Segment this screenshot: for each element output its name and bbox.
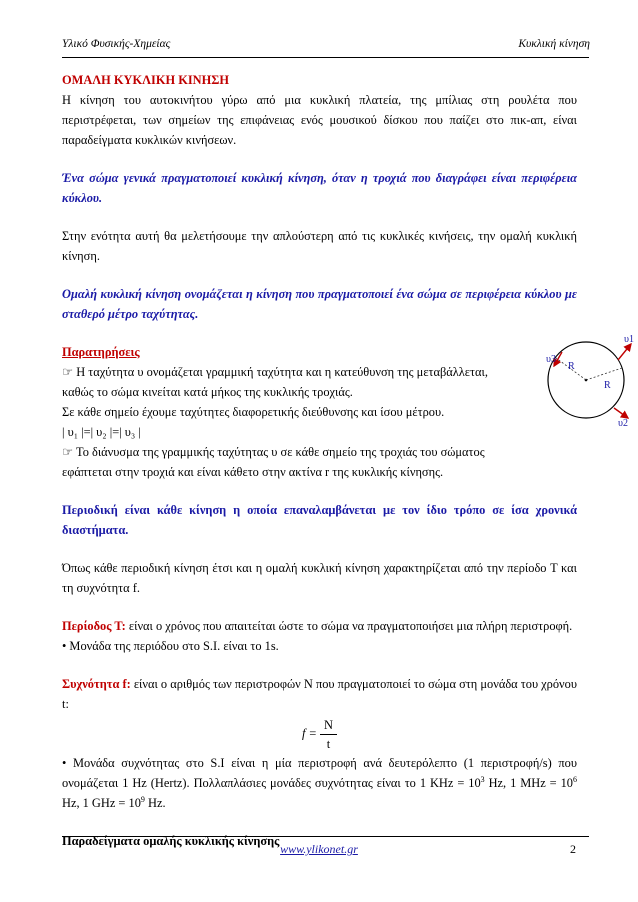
observation-1: ☞ Η ταχύτητα υ ονομάζεται γραμμική ταχύτητα και η κατεύθυνση της μεταβάλλεται, — [62, 365, 488, 379]
period-unit: • Μονάδα της περιόδου στο S.I. είναι το 1s. — [62, 639, 279, 653]
frequency-formula: f = $\frac{N}{t}$ — [62, 716, 577, 753]
period-definition: Περίοδος Τ: είναι ο χρόνος που απαιτείται ώστε το σώμα να πραγματοποιήσει μια πλήρη περιστροφή. — [62, 619, 573, 633]
period-label: Περίοδος Τ: — [62, 619, 126, 633]
footer-link[interactable]: www.ylikonet.gr — [280, 842, 358, 856]
label-v1: υ1 — [624, 334, 634, 345]
label-v3: υ3 — [546, 354, 556, 365]
document-body — [62, 70, 577, 851]
header-right: Κυκλική κίνηση — [518, 38, 590, 50]
page-number: 2 — [570, 842, 576, 856]
frequency-label: Συχνότητα f: — [62, 677, 131, 691]
header-left: Υλικό Φυσικής-Χημείας — [62, 38, 171, 50]
pointing-hand-icon: ☞ — [62, 445, 74, 459]
label-r2: R — [604, 380, 611, 391]
header-divider — [62, 57, 589, 58]
velocity-equality: | υ₁ |=| υ₂ |=| υ₃ | — [62, 425, 141, 439]
frequency-definition: Συχνότητα f: είναι ο αριθμός των περιστροφών N που πραγματοποιεί το σώμα στη μονάδα του χρόνου t: — [62, 677, 577, 711]
frequency-unit: • Μονάδα συχνότητας στο S.I είναι η μία περιστροφή ανά δευτερόλεπτο (1 περιστροφή/s) που ονομάζεται 1 Hz (Hertz). Πολλαπλάσιες μονάδες συχνότητας είναι το 1 KHz = $10^3$ Hz, 1 MHz = $10^6$ Hz, 1 GHz = $10^9$ Hz. — [62, 756, 577, 810]
observation-1-cont: καθώς το σώμα κινείται κατά μήκος της κυκλικής τροχιάς. — [62, 385, 353, 399]
definition-periodic-motion: Περιοδική είναι κάθε κίνηση η οποία επαναλαμβάνεται με τον ίδιο τρόπο σε ίσα χρονικά διαστήματα. — [62, 503, 577, 537]
definition-uniform-circular-motion: Ομαλή κυκλική κίνηση ονομάζεται η κίνηση που πραγματοποιεί ένα σώμα σε περιφέρεια κύκλου με σταθερό μέτρο ταχύτητας. — [62, 287, 577, 321]
radius-line-1 — [586, 368, 622, 380]
circular-motion-diagram — [546, 322, 636, 432]
label-v2: υ2 — [618, 418, 628, 429]
periodic-paragraph: Όπως κάθε περιοδική κίνηση έτσι και η ομαλή κυκλική κίνηση χαρακτηρίζεται από την περίοδο T και τη συχνότητα f. — [62, 561, 577, 595]
observation-1-cont2: Σε κάθε σημείο έχουμε ταχύτητες διαφορετικής διεύθυνσης και ίσου μέτρου. — [62, 405, 445, 419]
label-r1: R — [568, 361, 575, 372]
velocity-vector-1 — [618, 344, 631, 360]
footer-divider — [62, 836, 589, 837]
section-title: ΟΜΑΛΗ ΚΥΚΛΙΚΗ ΚΙΝΗΣΗ — [62, 73, 229, 87]
pointing-hand-icon: ☞ — [62, 365, 74, 379]
observation-2-cont: εφάπτεται στην τροχιά και είναι κάθετο στην ακτίνα r της κυκλικής κίνησης. — [62, 465, 444, 479]
formula-denominator: t — [326, 737, 331, 751]
observations-heading: Παρατηρήσεις — [62, 345, 140, 359]
observation-2: ☞ Το διάνυσμα της γραμμικής ταχύτητας υ σε κάθε σημείο της τροχιάς του σώματος — [62, 445, 485, 459]
definition-circular-motion: Ένα σώμα γενικά πραγματοποιεί κυκλική κίνηση, όταν η τροχιά που διαγράφει είναι περιφέρεια κύκλου. — [62, 171, 577, 205]
section-intro-paragraph: Στην ενότητα αυτή θα μελετήσουμε την απλούστερη από τις κυκλικές κινήσεις, την ομαλή κυκλική κίνηση. — [62, 229, 577, 263]
examples-heading: Παραδείγματα ομαλής κυκλικής κίνησης — [62, 834, 280, 848]
formula-numerator: N — [320, 716, 337, 735]
intro-paragraph: Η κίνηση του αυτοκινήτου γύρω από μια κυκλική πλατεία, της μπίλιας στη ρουλέτα που περιστρέφεται, των σημείων της επιφάνειας ενός μουσικού δίσκου που παίζει στο πικ-απ, είναι παραδείγματα κυκλικών κινήσεων. — [62, 93, 577, 147]
velocity-vector-2 — [614, 408, 628, 418]
